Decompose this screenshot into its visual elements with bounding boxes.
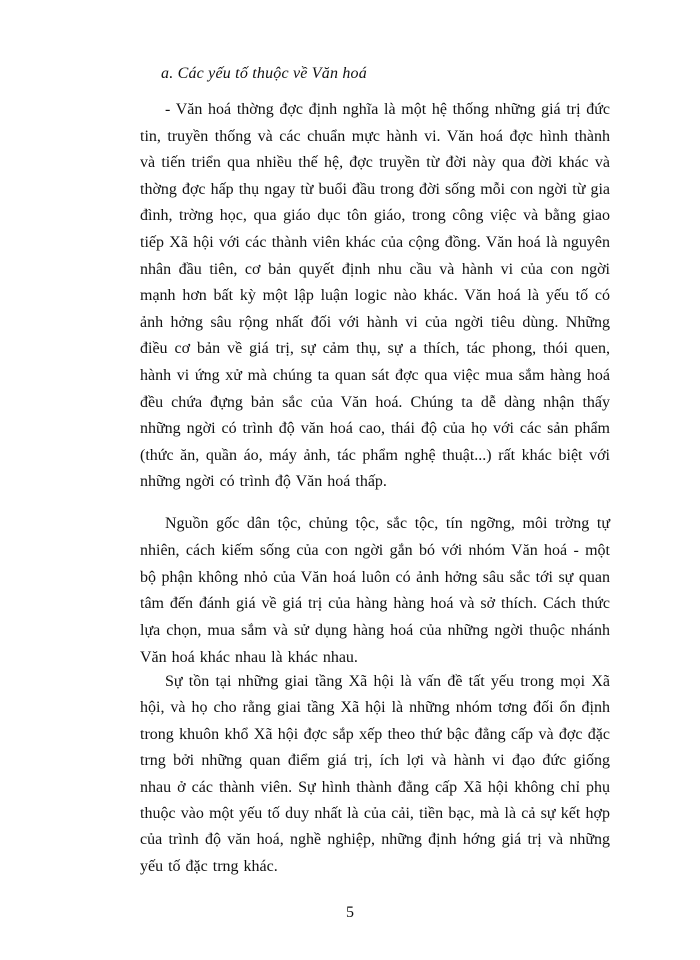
- paragraph-culture-definition: - Văn hoá thờng đợc định nghĩa là một hệ thống những giá trị đức tin, truyền thống và các chuẩn mực hành vi. Văn hoá đợc hình thành và tiến triển qua nhiều thế hệ, đợc truyền từ đời này qua đời khác và thờng đợc hấp thụ ngay từ buổi đầu trong đời sống mỗi con ngời từ gia đình, trờng học, qua giáo dục tôn giáo, trong công việc và bằng giao tiếp Xã hội với các thành viên khác của cộng đồng. Văn hoá là nguyên nhân đầu tiên, cơ bản quyết định nhu cầu và hành vi của con ngời mạnh hơn bất kỳ một lập luận logic nào khác. Văn hoá là yếu tố có ảnh hởng sâu rộng nhất đối với hành vi của ngời tiêu dùng. Những điều cơ bản về giá trị, sự cảm thụ, sự a thích, tác phong, thói quen, hành vi ứng xử mà chúng ta quan sát đợc qua việc mua sắm hàng hoá đều chứa đựng bản sắc của Văn hoá. Chúng ta dễ dàng nhận thấy những ngời có trình độ văn hoá cao, thái độ của họ với các sản phẩm (thức ăn, quần áo, máy ảnh, tác phẩm nghệ thuật...) rất khác biệt với những ngời có trình độ Văn hoá thấp.: [140, 101, 610, 491]
- paragraph-ethnic-origin: Nguồn gốc dân tộc, chủng tộc, sắc tộc, tín ngỡng, môi trờng tự nhiên, cách kiếm sống của con ngời gắn bó với nhóm Văn hoá - một bộ phận không nhỏ của Văn hoá luôn có ảnh hởng sâu sắc tới sự quan tâm đến đánh giá về giá trị của hàng hàng hoá và sở thích. Cách thức lựa chọn, mua sắm và sử dụng hàng hoá của những ngời thuộc nhánh Văn hoá khác nhau là khác nhau.: [140, 515, 610, 666]
- paragraph-social-class: Sự tồn tại những giai tầng Xã hội là vấn đề tất yếu trong mọi Xã hội, và họ cho rằng giai tầng Xã hội là những nhóm tơng đối ổn định trong khuôn khổ Xã hội đợc sắp xếp theo thứ bậc đẳng cấp và đợc đặc trng bởi những quan điểm giá trị, ích lợi và hành vi đạo đức giống nhau ở các thành viên. Sự hình thành đẳng cấp Xã hội không chỉ phụ thuộc vào một yếu tố duy nhất là của cải, tiền bạc, mà là cả sự kết hợp của trình độ văn hoá, nghề nghiệp, những định hớng giá trị và những yếu tố đặc trng khác.: [140, 673, 610, 875]
- section-heading: a. Các yếu tố thuộc về Văn hoá: [161, 65, 367, 82]
- page-number: 5: [346, 904, 354, 921]
